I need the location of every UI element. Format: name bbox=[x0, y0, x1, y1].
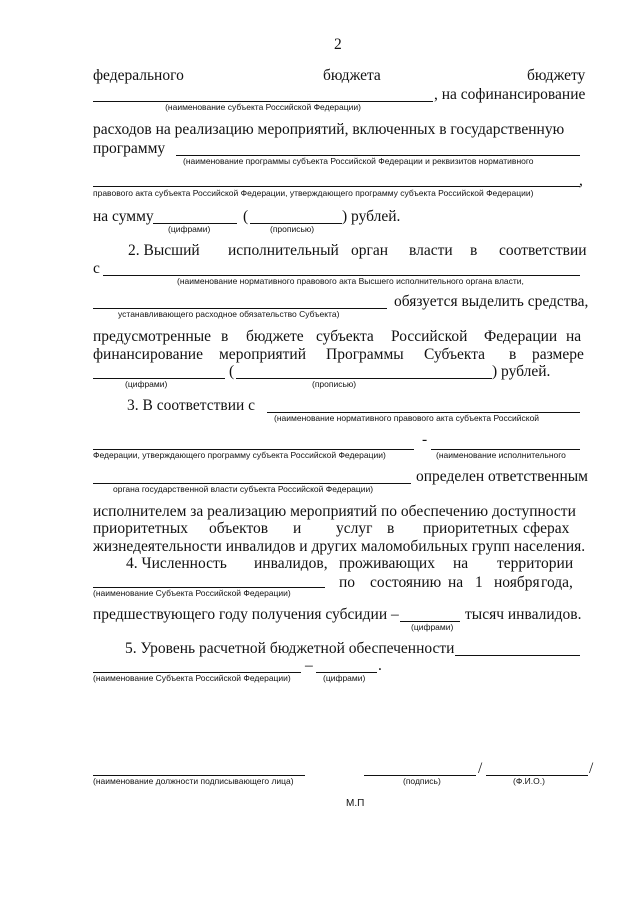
b4-asof-w1: по bbox=[339, 574, 356, 591]
b2-l3-w4: субъекта bbox=[316, 328, 374, 345]
stamp-place: М.П bbox=[346, 798, 365, 809]
b2-l3-w3: бюджете bbox=[246, 328, 304, 345]
b3-caption-federation: Федерации, утверждающего программу субъекта Российской Федерации) bbox=[93, 450, 386, 460]
b4-w3: проживающих bbox=[339, 555, 435, 572]
b2-close-paren-rubles: ) рублей. bbox=[492, 363, 551, 380]
b2-caption-words: (прописью) bbox=[312, 379, 357, 389]
b2-l4-w5: в bbox=[509, 346, 517, 363]
b2-l4-w2: мероприятий bbox=[219, 346, 307, 363]
b2-word-4: власти bbox=[409, 242, 453, 259]
b3-prior-w7: сферах bbox=[523, 520, 570, 537]
b4-asof-w4: 1 bbox=[475, 574, 483, 591]
b3-dash: - bbox=[422, 431, 428, 448]
b4-w1: 4. Численность bbox=[126, 555, 227, 572]
b3-prior-w5: в bbox=[387, 520, 395, 537]
b3-prior-w4: услуг bbox=[336, 520, 373, 537]
b3-prior-w6: приоритетных bbox=[423, 520, 519, 537]
b2-words-line[interactable] bbox=[236, 378, 492, 379]
b2-l4-w3: Программы bbox=[326, 346, 404, 363]
budget-word-2: бюджету bbox=[527, 67, 586, 84]
caption-fio: (Ф.И.О.) bbox=[513, 776, 545, 786]
b2-l4-w4: Субъекта bbox=[424, 346, 486, 363]
budget-word-1: бюджета bbox=[323, 67, 381, 84]
page-number: 2 bbox=[334, 36, 342, 53]
b2-caption-digits: (цифрами) bbox=[125, 379, 168, 389]
b3-caption-exec-name: (наименование исполнительного bbox=[436, 450, 566, 460]
b2-l3-w6: Федерации bbox=[484, 328, 558, 345]
b5-caption-subject: (наименование Субъекта Российской Федерации) bbox=[93, 673, 291, 683]
caption-digits: (цифрами) bbox=[168, 224, 211, 234]
slash-right: / bbox=[589, 760, 594, 777]
comma: , bbox=[579, 172, 583, 189]
caption-legal-act: правового акта субъекта Российской Федерации, утверждающего программу субъекта Российской Федерации) bbox=[93, 188, 534, 198]
caption-position: (наименование должности подписывающего лица) bbox=[93, 776, 294, 786]
b4-w2: инвалидов, bbox=[254, 555, 328, 572]
b2-l3-w5: Российской bbox=[391, 328, 468, 345]
b2-word-2: исполнительный bbox=[228, 242, 339, 259]
b4-preceding: предшествующего году получения субсидии – bbox=[93, 606, 399, 623]
b3-responsible: определен ответственным bbox=[416, 468, 588, 485]
amount-label: на сумму bbox=[93, 208, 154, 225]
b5-dash: – bbox=[305, 657, 313, 674]
b5-level: 5. Уровень расчетной бюджетной обеспеченности bbox=[125, 640, 455, 657]
b5-level-line[interactable] bbox=[455, 655, 580, 656]
b3-caption-act: (наименование нормативного правового акта субъекта Российской bbox=[274, 413, 540, 423]
with-letter: с bbox=[93, 260, 100, 277]
b4-thousand: тысяч инвалидов. bbox=[465, 606, 582, 623]
caption-words: (прописью) bbox=[270, 224, 315, 234]
b2-l3-w1: предусмотренные bbox=[93, 328, 212, 345]
b3-intro: 3. В соответствии с bbox=[127, 397, 256, 414]
b4-caption-digits: (цифрами) bbox=[411, 622, 454, 632]
b4-asof-w6: года, bbox=[541, 574, 573, 591]
b4-asof-w2: состоянию bbox=[370, 574, 442, 591]
b3-prior-w3: и bbox=[293, 520, 302, 537]
caption-program: (наименование программы субъекта Российской Федерации и реквизитов нормативного bbox=[183, 156, 534, 166]
b2-word-6: соответствии bbox=[499, 242, 587, 259]
b3-prior-w2: объектов bbox=[209, 520, 269, 537]
caption-signature: (подпись) bbox=[403, 776, 441, 786]
b4-asof-w3: на bbox=[448, 574, 464, 591]
caption-act-exec: (наименование нормативного правового акта Высшего исполнительного органа власти, bbox=[177, 276, 524, 286]
b5-caption-digits: (цифрами) bbox=[323, 673, 366, 683]
open-paren: ( bbox=[243, 208, 249, 225]
b3-caption-authority: органа государственной власти субъекта Российской Федерации) bbox=[113, 484, 374, 494]
b2-l3-w7: на bbox=[566, 328, 582, 345]
b4-asof-w5: ноября bbox=[494, 574, 540, 591]
b3-life-line: жизнедеятельности инвалидов и других маломобильных групп населения. bbox=[93, 538, 586, 555]
close-paren-rubles: ) рублей. bbox=[342, 208, 401, 225]
b4-w4: на bbox=[453, 555, 469, 572]
b2-l4-w1: финансирование bbox=[93, 346, 203, 363]
legal-act-line[interactable] bbox=[93, 186, 580, 187]
b4-w5: территории bbox=[497, 555, 574, 572]
b2-l4-w6: размере bbox=[532, 346, 584, 363]
b4-caption-subject: (наименование Субъекта Российской Федерации) bbox=[93, 588, 291, 598]
b2-word-1: 2. Высший bbox=[128, 242, 200, 259]
b3-exec-line: исполнителем за реализацию мероприятий по обеспечению доступности bbox=[93, 503, 576, 520]
expenses-line: расходов на реализацию мероприятий, включенных в государственную bbox=[93, 121, 565, 138]
caption-subject-name: (наименование субъекта Российской Федерации) bbox=[165, 102, 361, 112]
caption-establishing: устанавливающего расходное обязательство Субъекта) bbox=[118, 309, 340, 319]
obliges-text: обязуется выделить средства, bbox=[394, 293, 589, 310]
b2-word-3: орган bbox=[351, 242, 389, 259]
b5-dot: . bbox=[378, 657, 382, 674]
b3-prior-w1: приоритетных bbox=[93, 520, 189, 537]
federal-word: федерального bbox=[93, 67, 184, 84]
b2-l3-w2: в bbox=[221, 328, 229, 345]
program-word: программу bbox=[93, 140, 166, 157]
b2-word-5: в bbox=[470, 242, 478, 259]
b2-open-paren: ( bbox=[229, 363, 235, 380]
cofinancing-text: , на софинансирование bbox=[434, 86, 586, 103]
slash-left: / bbox=[478, 760, 483, 777]
